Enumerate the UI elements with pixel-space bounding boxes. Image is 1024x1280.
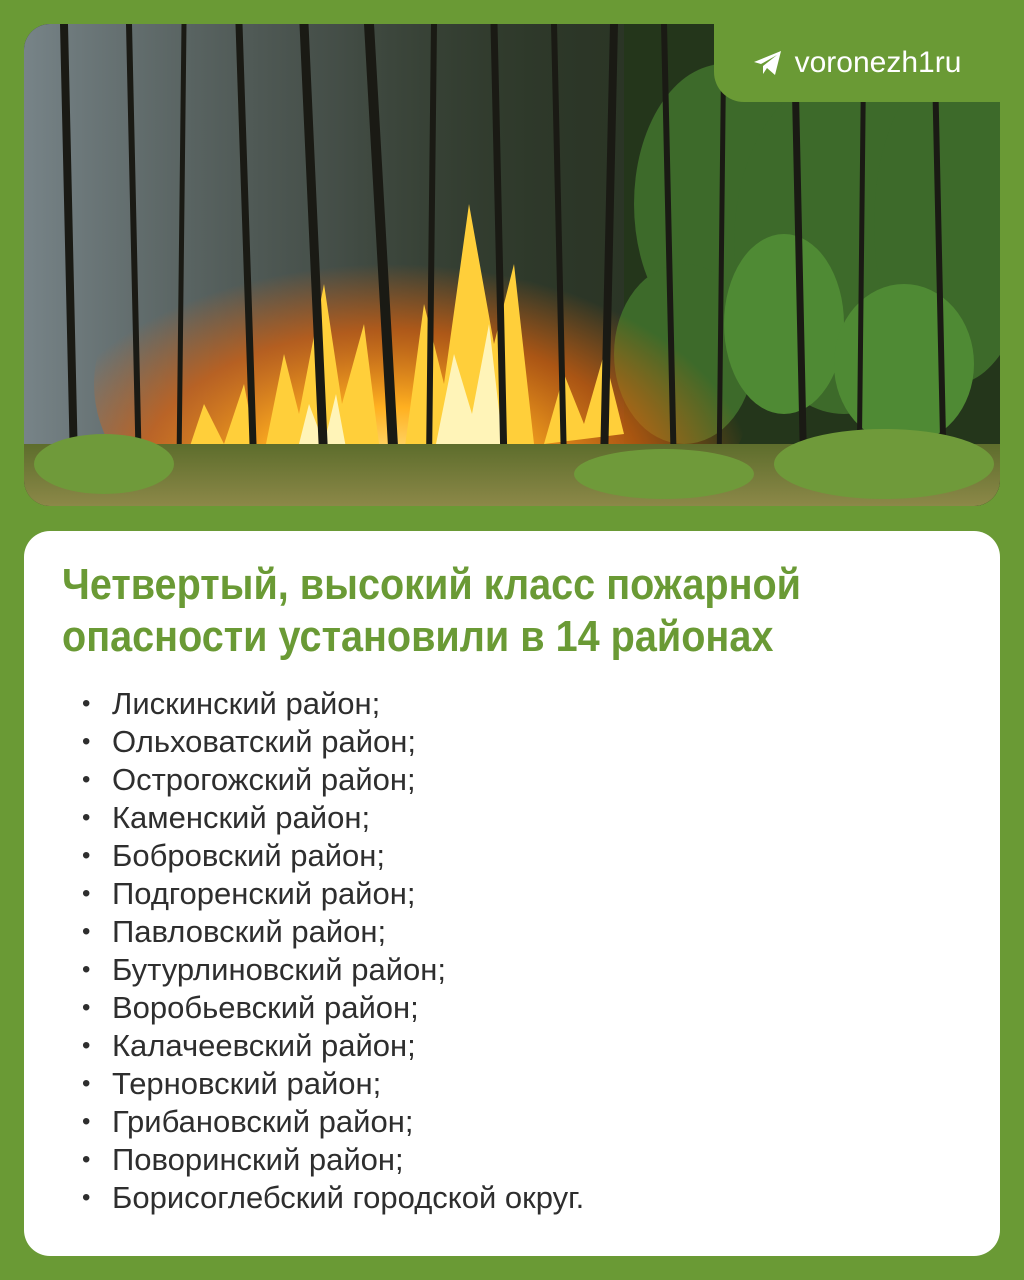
list-item: • Ольховатский район; [82, 724, 417, 759]
bullet-icon: • [82, 690, 91, 717]
info-card [24, 531, 1000, 1256]
bullet-icon: • [82, 918, 91, 945]
bullet-icon: • [82, 1070, 91, 1097]
list-item: • Калачеевский район; [82, 1028, 416, 1063]
bullet-icon: • [82, 804, 91, 831]
bullet-icon: • [82, 880, 91, 907]
headline [62, 559, 872, 663]
list-item: • Лискинский район; [82, 686, 381, 721]
list-item: • Поворинский район; [82, 1142, 404, 1177]
bullet-icon: • [82, 1108, 91, 1135]
bullet-icon: • [82, 766, 91, 793]
bullet-icon: • [82, 956, 91, 983]
bullet-icon: • [82, 1184, 91, 1211]
channel-name: voronezh1ru [794, 46, 962, 79]
list-item: • Терновский район; [82, 1066, 382, 1101]
channel-badge[interactable] [714, 24, 1000, 102]
list-item: • Подгоренский район; [82, 876, 416, 911]
list-item: • Грибановский район; [82, 1104, 414, 1139]
list-item: • Бобровский район; [82, 838, 386, 873]
list-item: • Павловский район; [82, 914, 387, 949]
bullet-icon: • [82, 994, 91, 1021]
bullet-icon: • [82, 1146, 91, 1173]
districts-list [82, 685, 584, 1217]
bullet-icon: • [82, 1032, 91, 1059]
list-item: • Острогожский район; [82, 762, 416, 797]
list-item: • Бутурлиновский район; [82, 952, 447, 987]
list-item: • Каменский район; [82, 800, 371, 835]
telegram-icon [753, 50, 783, 76]
bullet-icon: • [82, 842, 91, 869]
bullet-icon: • [82, 728, 91, 755]
list-item: • Борисоглебский городской округ. [82, 1180, 585, 1215]
list-item: • Воробьевский район; [82, 990, 419, 1025]
headline-line-2: опасности установили в 14 районах [62, 612, 774, 661]
headline-line-1: Четвертый, высокий класс пожарной [62, 560, 802, 609]
